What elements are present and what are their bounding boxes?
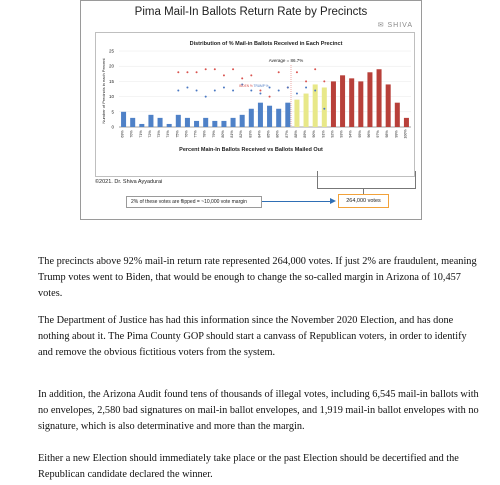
bar xyxy=(285,103,290,127)
chart-figure xyxy=(80,0,422,220)
bar xyxy=(386,84,391,127)
paragraph-3: In addition, the Arizona Audit found tens of thousands of illegal votes, including 6,545 mail-in ballots with no envelopes, 2,580 bad signatures on mail-in ballot envelopes, and 1,919 mail-in ballot envelopes with no signature, which is also determinative and more than the margin. xyxy=(38,389,479,433)
x-tick-label: 73% xyxy=(157,130,162,138)
bar xyxy=(139,124,144,127)
trump-dot xyxy=(323,108,325,110)
x-axis-label: Percent Main-In Ballots Received vs Ballots Mailed Out xyxy=(179,147,323,153)
annotation-box: 2% of these votes are flipped = ~10,000 vote margin xyxy=(126,196,262,208)
bar-chart xyxy=(81,1,421,176)
x-tick-label: 92% xyxy=(330,130,335,138)
votes-box: 264,000 votes xyxy=(338,194,389,208)
x-tick-label: 80% xyxy=(220,130,225,138)
x-tick-label: 87% xyxy=(284,130,289,138)
bar xyxy=(194,121,199,127)
biden-dot xyxy=(232,68,234,70)
brand-logo: ✉ SHIVA xyxy=(377,22,413,29)
bar xyxy=(395,103,400,127)
legend-trump: TRUMP % xyxy=(253,84,269,88)
bar xyxy=(377,69,382,127)
biden-dot xyxy=(259,90,261,92)
bar xyxy=(258,103,263,127)
bar xyxy=(203,118,208,127)
x-tick-label: 78% xyxy=(202,130,207,138)
biden-dot xyxy=(250,74,252,76)
arrow-line xyxy=(262,201,330,202)
x-tick-label: 79% xyxy=(211,130,216,138)
trump-dot xyxy=(177,90,179,92)
bracket-left xyxy=(317,171,318,188)
trump-dot xyxy=(214,90,216,92)
x-tick-label: 95% xyxy=(357,130,362,138)
bar xyxy=(221,121,226,127)
x-tick-label: 81% xyxy=(230,130,235,138)
trump-dot xyxy=(232,90,234,92)
x-tick-label: 86% xyxy=(275,130,280,138)
bar xyxy=(130,118,135,127)
legend-biden: BIDEN % xyxy=(239,84,253,88)
biden-dot xyxy=(214,68,216,70)
bar xyxy=(185,118,190,127)
x-tick-label: 85% xyxy=(266,130,271,138)
copyright-text: ©2021. Dr. Shiva Ayyadurai xyxy=(95,179,163,185)
x-tick-label: 91% xyxy=(321,130,326,138)
x-tick-label: 70% xyxy=(129,130,134,138)
x-tick-label: 88% xyxy=(293,130,298,138)
bar xyxy=(176,115,181,127)
x-tick-label: 71% xyxy=(138,130,143,138)
y-tick-label: 25 xyxy=(108,48,114,54)
x-tick-label: 89% xyxy=(303,130,308,138)
average-label: Average = 86.7% xyxy=(268,58,304,63)
x-tick-label: 76% xyxy=(184,130,189,138)
trump-dot xyxy=(278,90,280,92)
y-tick-label: 15 xyxy=(108,78,114,84)
biden-dot xyxy=(186,71,188,73)
x-tick-label: 82% xyxy=(239,130,244,138)
y-axis-label: Number of Precincts in each Percent xyxy=(101,58,106,124)
trump-dot xyxy=(250,90,252,92)
bar xyxy=(231,118,236,127)
trump-dot xyxy=(305,86,307,88)
biden-dot xyxy=(269,96,271,98)
x-tick-label: 84% xyxy=(257,130,262,138)
x-tick-label: 75% xyxy=(175,130,180,138)
bar xyxy=(404,118,409,127)
bar xyxy=(167,124,172,127)
bar xyxy=(212,121,217,127)
paragraph-4: Either a new Election should immediately take place or the past Election should be decertified and the Republican candidate declared the winner. xyxy=(38,453,459,481)
bar xyxy=(294,100,299,127)
x-tick-label: 96% xyxy=(366,130,371,138)
x-tick-label: 90% xyxy=(312,130,317,138)
bar xyxy=(249,109,254,127)
paragraph-1: The precincts above 92% mail-in return rate represented 264,000 votes. If just 2% are fraudulent, meaning Trump votes went to Biden, that would be enough to change the so-called margin in Arizona of 10,457 votes. xyxy=(38,256,477,300)
bar xyxy=(340,75,345,127)
bar xyxy=(304,94,309,127)
biden-dot xyxy=(196,71,198,73)
biden-dot xyxy=(323,80,325,82)
paragraph-2: The Department of Justice has had this information since the November 2020 Election, and has done nothing about it. The Pima County GOP should start a canvass of Republican voters, in order to identify and remove the obvious fictitious voters from the system. xyxy=(38,315,467,359)
trump-dot xyxy=(196,90,198,92)
trump-dot xyxy=(186,86,188,88)
trump-dot xyxy=(259,93,261,95)
biden-dot xyxy=(278,71,280,73)
biden-dot xyxy=(205,68,207,70)
biden-dot xyxy=(223,74,225,76)
trump-dot xyxy=(205,96,207,98)
x-tick-label: 94% xyxy=(348,130,353,138)
bracket-bottom xyxy=(317,188,385,189)
trump-dot xyxy=(269,86,271,88)
biden-dot xyxy=(305,80,307,82)
trump-dot xyxy=(287,86,289,88)
bar xyxy=(267,106,272,127)
y-tick-label: 10 xyxy=(108,94,114,100)
y-tick-label: 5 xyxy=(111,109,114,115)
arrow-head-icon xyxy=(330,198,336,204)
bar xyxy=(121,112,126,127)
x-tick-label: 99% xyxy=(394,130,399,138)
y-tick-label: 20 xyxy=(108,63,114,69)
x-tick-label: 77% xyxy=(193,130,198,138)
biden-dot xyxy=(314,68,316,70)
x-tick-label: 98% xyxy=(385,130,390,138)
biden-dot xyxy=(241,77,243,79)
trump-dot xyxy=(296,93,298,95)
biden-dot xyxy=(296,71,298,73)
biden-dot xyxy=(177,71,179,73)
bar xyxy=(158,118,163,127)
x-tick-label: 69% xyxy=(120,130,125,138)
x-tick-label: 83% xyxy=(248,130,253,138)
y-tick-label: 0 xyxy=(111,124,114,130)
bar xyxy=(349,78,354,127)
bar xyxy=(331,81,336,127)
trump-dot xyxy=(314,90,316,92)
bar xyxy=(240,115,245,127)
figure-title: Pima Mail-In Ballots Return Rate by Precincts xyxy=(134,6,368,18)
x-tick-label: 97% xyxy=(376,130,381,138)
x-tick-label: 100% xyxy=(403,129,408,139)
bar xyxy=(276,109,281,127)
x-tick-label: 74% xyxy=(166,130,171,138)
trump-dot xyxy=(223,86,225,88)
bar xyxy=(367,72,372,127)
bar xyxy=(358,81,363,127)
x-tick-label: 93% xyxy=(339,130,344,138)
bar xyxy=(148,115,153,127)
x-tick-label: 72% xyxy=(147,130,152,138)
chart-subtitle: Distribution of % Mail-in Ballots Received in Each Precinct xyxy=(189,41,343,47)
bar xyxy=(322,87,327,127)
bracket-right xyxy=(385,171,416,189)
